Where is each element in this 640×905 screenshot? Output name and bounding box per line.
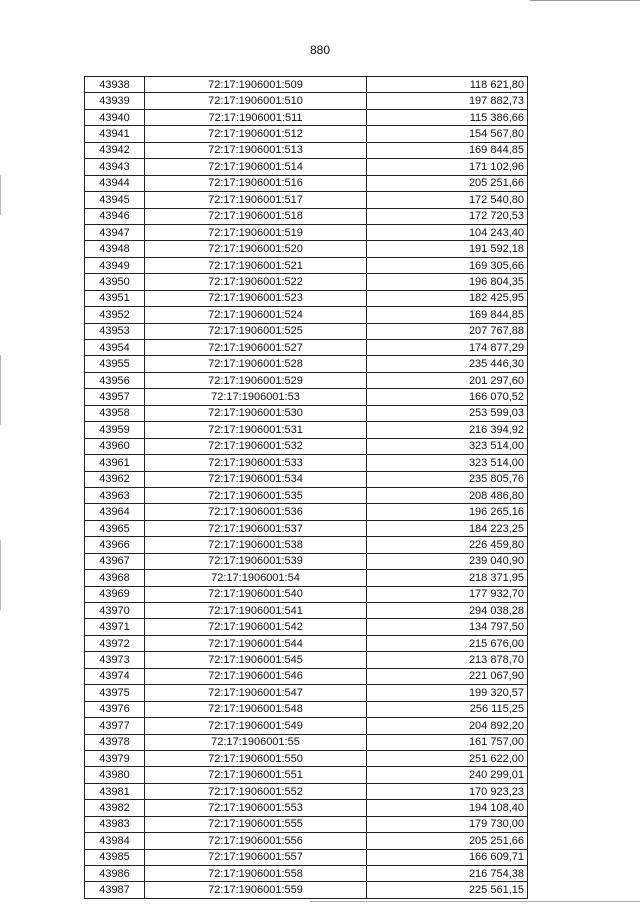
row-number-cell: 43978 — [85, 734, 145, 750]
table-row — [85, 783, 528, 799]
table-row — [85, 767, 528, 783]
table-row — [85, 405, 528, 421]
cadastral-value-cell: 197 882,73 — [367, 93, 528, 109]
row-number-cell: 43941 — [85, 126, 145, 142]
cadastral-number-cell: 72:17:1906001:546 — [145, 668, 367, 684]
table-row — [85, 537, 528, 553]
cadastral-value-cell: 170 923,23 — [367, 783, 528, 799]
cadastral-number-cell: 72:17:1906001:548 — [145, 701, 367, 717]
cadastral-value-cell: 253 599,03 — [367, 405, 528, 421]
cadastral-value-cell: 294 038,28 — [367, 603, 528, 619]
row-number-cell: 43983 — [85, 816, 145, 832]
cadastral-number-cell: 72:17:1906001:558 — [145, 866, 367, 882]
cadastral-value-cell: 208 486,80 — [367, 487, 528, 503]
cadastral-value-cell: 235 805,76 — [367, 471, 528, 487]
cadastral-number-cell: 72:17:1906001:519 — [145, 224, 367, 240]
row-number-cell: 43956 — [85, 372, 145, 388]
table-row — [85, 274, 528, 290]
cadastral-value-cell: 184 223,25 — [367, 520, 528, 536]
cadastral-value-cell: 174 877,29 — [367, 340, 528, 356]
row-number-cell: 43950 — [85, 274, 145, 290]
row-number-cell: 43946 — [85, 208, 145, 224]
row-number-cell: 43968 — [85, 570, 145, 586]
row-number-cell: 43973 — [85, 652, 145, 668]
row-number-cell: 43942 — [85, 142, 145, 158]
row-number-cell: 43965 — [85, 520, 145, 536]
row-number-cell: 43975 — [85, 685, 145, 701]
row-number-cell: 43977 — [85, 718, 145, 734]
row-number-cell: 43951 — [85, 290, 145, 306]
table-row — [85, 438, 528, 454]
cadastral-number-cell: 72:17:1906001:510 — [145, 93, 367, 109]
cadastral-value-cell: 251 622,00 — [367, 750, 528, 766]
cadastral-value-cell: 169 844,85 — [367, 307, 528, 323]
cadastral-number-cell: 72:17:1906001:524 — [145, 307, 367, 323]
cadastral-number-cell: 72:17:1906001:528 — [145, 356, 367, 372]
table-row — [85, 750, 528, 766]
cadastral-value-cell: 239 040,90 — [367, 553, 528, 569]
cadastral-value-cell: 226 459,80 — [367, 537, 528, 553]
row-number-cell: 43982 — [85, 800, 145, 816]
cadastral-number-cell: 72:17:1906001:514 — [145, 159, 367, 175]
cadastral-number-cell: 72:17:1906001:537 — [145, 520, 367, 536]
cadastral-value-cell: 191 592,18 — [367, 241, 528, 257]
table-row — [85, 504, 528, 520]
row-number-cell: 43963 — [85, 487, 145, 503]
cadastral-number-cell: 72:17:1906001:516 — [145, 175, 367, 191]
row-number-cell: 43987 — [85, 882, 145, 898]
row-number-cell: 43966 — [85, 537, 145, 553]
cadastral-number-cell: 72:17:1906001:549 — [145, 718, 367, 734]
cadastral-number-cell: 72:17:1906001:531 — [145, 422, 367, 438]
cadastral-value-cell: 166 609,71 — [367, 849, 528, 865]
cadastral-number-cell: 72:17:1906001:545 — [145, 652, 367, 668]
cadastral-number-cell: 72:17:1906001:511 — [145, 109, 367, 125]
cadastral-value-cell: 204 892,20 — [367, 718, 528, 734]
row-number-cell: 43980 — [85, 767, 145, 783]
cadastral-number-cell: 72:17:1906001:509 — [145, 77, 367, 93]
cadastral-value-cell: 172 540,80 — [367, 192, 528, 208]
row-number-cell: 43976 — [85, 701, 145, 717]
row-number-cell: 43938 — [85, 77, 145, 93]
table-row — [85, 652, 528, 668]
table-row — [85, 422, 528, 438]
cadastral-value-cell: 196 265,16 — [367, 504, 528, 520]
row-number-cell: 43944 — [85, 175, 145, 191]
cadastral-number-cell: 72:17:1906001:532 — [145, 438, 367, 454]
row-number-cell: 43970 — [85, 603, 145, 619]
table-row — [85, 323, 528, 339]
cadastral-value-cell: 154 567,80 — [367, 126, 528, 142]
cadastral-number-cell: 72:17:1906001:535 — [145, 487, 367, 503]
cadastral-number-cell: 72:17:1906001:527 — [145, 340, 367, 356]
table-row — [85, 340, 528, 356]
cadastral-value-cell: 171 102,96 — [367, 159, 528, 175]
cadastral-number-cell: 72:17:1906001:538 — [145, 537, 367, 553]
row-number-cell: 43974 — [85, 668, 145, 684]
row-number-cell: 43964 — [85, 504, 145, 520]
row-number-cell: 43979 — [85, 750, 145, 766]
table-row — [85, 701, 528, 717]
cadastral-value-cell: 205 251,66 — [367, 175, 528, 191]
scan-edge-line — [310, 901, 640, 902]
cadastral-value-table — [84, 76, 528, 899]
cadastral-number-cell: 72:17:1906001:555 — [145, 816, 367, 832]
table-row — [85, 603, 528, 619]
table-row — [85, 635, 528, 651]
row-number-cell: 43940 — [85, 109, 145, 125]
table-row — [85, 290, 528, 306]
row-number-cell: 43967 — [85, 553, 145, 569]
cadastral-value-cell: 169 844,85 — [367, 142, 528, 158]
cadastral-number-cell: 72:17:1906001:530 — [145, 405, 367, 421]
row-number-cell: 43955 — [85, 356, 145, 372]
cadastral-value-cell: 218 371,95 — [367, 570, 528, 586]
cadastral-number-cell: 72:17:1906001:540 — [145, 586, 367, 602]
scan-edge-line — [530, 0, 640, 1]
cadastral-number-cell: 72:17:1906001:55 — [145, 734, 367, 750]
cadastral-number-cell: 72:17:1906001:552 — [145, 783, 367, 799]
cadastral-value-cell: 199 320,57 — [367, 685, 528, 701]
row-number-cell: 43945 — [85, 192, 145, 208]
table-row — [85, 471, 528, 487]
table-body — [85, 77, 528, 899]
cadastral-value-cell: 216 754,38 — [367, 866, 528, 882]
cadastral-value-cell: 225 561,15 — [367, 882, 528, 898]
cadastral-number-cell: 72:17:1906001:518 — [145, 208, 367, 224]
row-number-cell: 43949 — [85, 257, 145, 273]
cadastral-number-cell: 72:17:1906001:539 — [145, 553, 367, 569]
scan-edge-line — [0, 175, 1, 215]
cadastral-value-cell: 182 425,95 — [367, 290, 528, 306]
row-number-cell: 43957 — [85, 389, 145, 405]
row-number-cell: 43960 — [85, 438, 145, 454]
row-number-cell: 43984 — [85, 833, 145, 849]
cadastral-number-cell: 72:17:1906001:541 — [145, 603, 367, 619]
table-row — [85, 866, 528, 882]
cadastral-value-cell: 169 305,66 — [367, 257, 528, 273]
cadastral-value-cell: 323 514,00 — [367, 438, 528, 454]
table-row — [85, 718, 528, 734]
table-row — [85, 159, 528, 175]
table-row — [85, 882, 528, 898]
table-row — [85, 520, 528, 536]
table-row — [85, 192, 528, 208]
cadastral-number-cell: 72:17:1906001:517 — [145, 192, 367, 208]
table-row — [85, 849, 528, 865]
table-row — [85, 455, 528, 471]
row-number-cell: 43954 — [85, 340, 145, 356]
cadastral-number-cell: 72:17:1906001:547 — [145, 685, 367, 701]
cadastral-value-cell: 205 251,66 — [367, 833, 528, 849]
row-number-cell: 43971 — [85, 619, 145, 635]
cadastral-value-cell: 235 446,30 — [367, 356, 528, 372]
table-row — [85, 142, 528, 158]
cadastral-number-cell: 72:17:1906001:513 — [145, 142, 367, 158]
row-number-cell: 43959 — [85, 422, 145, 438]
cadastral-number-cell: 72:17:1906001:520 — [145, 241, 367, 257]
table-row — [85, 800, 528, 816]
row-number-cell: 43958 — [85, 405, 145, 421]
row-number-cell: 43948 — [85, 241, 145, 257]
row-number-cell: 43969 — [85, 586, 145, 602]
cadastral-value-cell: 201 297,60 — [367, 372, 528, 388]
cadastral-value-cell: 207 767,88 — [367, 323, 528, 339]
table-row — [85, 553, 528, 569]
cadastral-number-cell: 72:17:1906001:536 — [145, 504, 367, 520]
table-row — [85, 619, 528, 635]
table-row — [85, 307, 528, 323]
cadastral-number-cell: 72:17:1906001:512 — [145, 126, 367, 142]
cadastral-value-cell: 221 067,90 — [367, 668, 528, 684]
cadastral-value-cell: 104 243,40 — [367, 224, 528, 240]
table-row — [85, 487, 528, 503]
cadastral-number-cell: 72:17:1906001:522 — [145, 274, 367, 290]
cadastral-value-cell: 323 514,00 — [367, 455, 528, 471]
row-number-cell: 43972 — [85, 635, 145, 651]
cadastral-value-cell: 115 386,66 — [367, 109, 528, 125]
table-row — [85, 126, 528, 142]
table-row — [85, 109, 528, 125]
cadastral-value-cell: 166 070,52 — [367, 389, 528, 405]
table-row — [85, 175, 528, 191]
cadastral-number-cell: 72:17:1906001:559 — [145, 882, 367, 898]
cadastral-number-cell: 72:17:1906001:544 — [145, 635, 367, 651]
cadastral-number-cell: 72:17:1906001:525 — [145, 323, 367, 339]
row-number-cell: 43943 — [85, 159, 145, 175]
table-row — [85, 77, 528, 93]
cadastral-number-cell: 72:17:1906001:542 — [145, 619, 367, 635]
table-row — [85, 833, 528, 849]
cadastral-value-cell: 172 720,53 — [367, 208, 528, 224]
scan-edge-line — [0, 355, 1, 425]
table-row — [85, 570, 528, 586]
cadastral-number-cell: 72:17:1906001:553 — [145, 800, 367, 816]
table-row — [85, 257, 528, 273]
page-number: 880 — [309, 43, 331, 57]
row-number-cell: 43961 — [85, 455, 145, 471]
cadastral-number-cell: 72:17:1906001:529 — [145, 372, 367, 388]
cadastral-value-cell: 118 621,80 — [367, 77, 528, 93]
row-number-cell: 43947 — [85, 224, 145, 240]
cadastral-number-cell: 72:17:1906001:551 — [145, 767, 367, 783]
cadastral-value-cell: 215 676,00 — [367, 635, 528, 651]
cadastral-value-cell: 256 115,25 — [367, 701, 528, 717]
cadastral-value-cell: 213 878,70 — [367, 652, 528, 668]
cadastral-value-cell: 179 730,00 — [367, 816, 528, 832]
cadastral-number-cell: 72:17:1906001:521 — [145, 257, 367, 273]
cadastral-value-cell: 134 797,50 — [367, 619, 528, 635]
cadastral-number-cell: 72:17:1906001:556 — [145, 833, 367, 849]
table-row — [85, 208, 528, 224]
table-row — [85, 356, 528, 372]
row-number-cell: 43985 — [85, 849, 145, 865]
cadastral-number-cell: 72:17:1906001:533 — [145, 455, 367, 471]
cadastral-number-cell: 72:17:1906001:523 — [145, 290, 367, 306]
table-row — [85, 372, 528, 388]
row-number-cell: 43952 — [85, 307, 145, 323]
cadastral-value-cell: 177 932,70 — [367, 586, 528, 602]
cadastral-number-cell: 72:17:1906001:557 — [145, 849, 367, 865]
cadastral-number-cell: 72:17:1906001:53 — [145, 389, 367, 405]
row-number-cell: 43953 — [85, 323, 145, 339]
cadastral-value-cell: 161 757,00 — [367, 734, 528, 750]
scan-edge-line — [0, 540, 1, 610]
cadastral-value-cell: 194 108,40 — [367, 800, 528, 816]
row-number-cell: 43962 — [85, 471, 145, 487]
row-number-cell: 43986 — [85, 866, 145, 882]
table-row — [85, 685, 528, 701]
table-row — [85, 668, 528, 684]
table-row — [85, 586, 528, 602]
row-number-cell: 43939 — [85, 93, 145, 109]
table-row — [85, 389, 528, 405]
row-number-cell: 43981 — [85, 783, 145, 799]
cadastral-value-cell: 196 804,35 — [367, 274, 528, 290]
table-row — [85, 224, 528, 240]
cadastral-number-cell: 72:17:1906001:54 — [145, 570, 367, 586]
cadastral-value-cell: 216 394,92 — [367, 422, 528, 438]
table-row — [85, 241, 528, 257]
table-row — [85, 93, 528, 109]
cadastral-number-cell: 72:17:1906001:534 — [145, 471, 367, 487]
cadastral-number-cell: 72:17:1906001:550 — [145, 750, 367, 766]
table-row — [85, 816, 528, 832]
table-row — [85, 734, 528, 750]
cadastral-value-cell: 240 299,01 — [367, 767, 528, 783]
